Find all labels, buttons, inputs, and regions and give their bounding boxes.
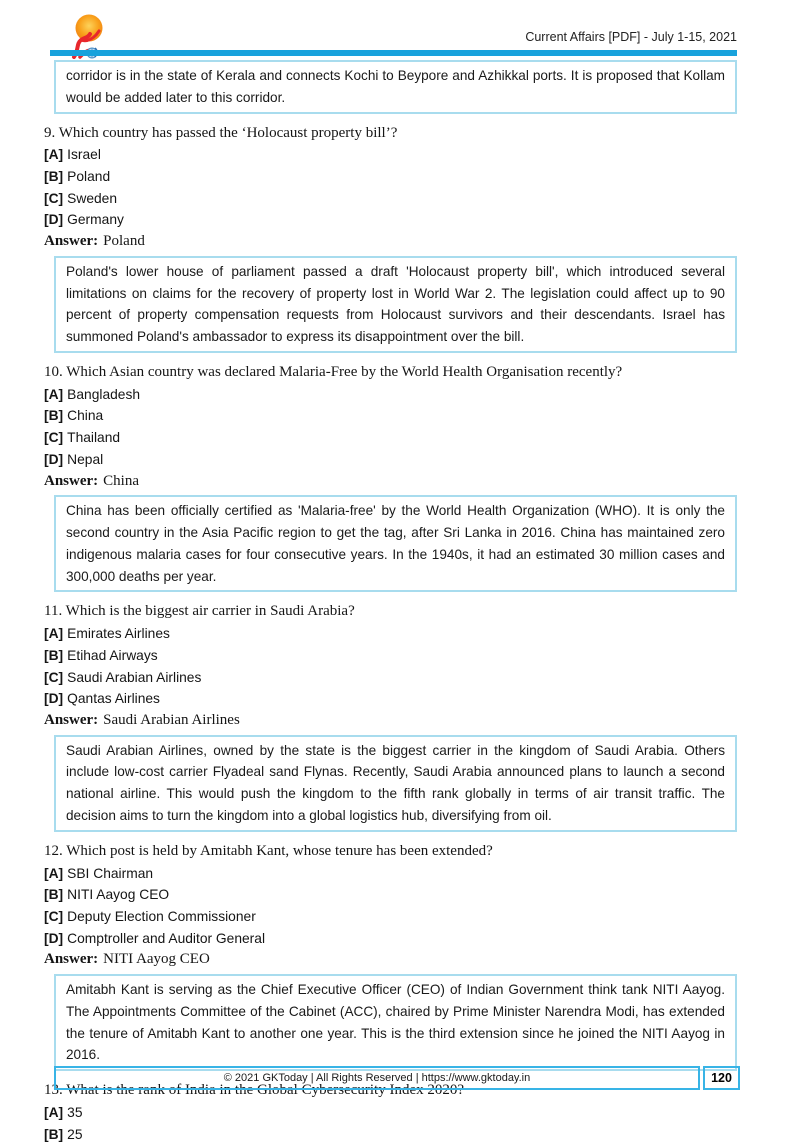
option-label: [D] xyxy=(44,212,64,228)
option-text: Etihad Airways xyxy=(67,647,158,663)
question-text: 9. Which country has passed the ‘Holocaust property bill’? xyxy=(44,124,398,141)
option-label: [B] xyxy=(44,647,64,663)
answer-line xyxy=(44,471,737,493)
answer-label: Answer: xyxy=(44,472,99,489)
option-d xyxy=(44,449,737,471)
explanation-text: Amitabh Kant is serving as the Chief Executive Officer (CEO) of Indian Government think tank NITI Aayog. The Appointments Committee of the Cabinet (ACC), chaired by Prime Minister Narendra Modi, has extended the tenure of Amitabh Kant to another one year. This is the third extension since he joined the NITI Aayog in 2016. xyxy=(66,982,725,1063)
option-label: [B] xyxy=(44,408,64,424)
option-label: [C] xyxy=(44,430,64,446)
answer-value: Poland xyxy=(103,233,145,250)
option-b xyxy=(44,884,737,906)
option-c xyxy=(44,667,737,689)
document-title: Current Affairs [PDF] - July 1-15, 2021 xyxy=(525,30,737,44)
copyright-text: © 2021 GKToday | All Rights Reserved | https://www.gktoday.in xyxy=(223,1072,531,1084)
option-text: Deputy Election Commissioner xyxy=(67,908,256,924)
option-b xyxy=(44,405,737,427)
header-rule xyxy=(50,50,737,56)
option-label: [A] xyxy=(44,147,64,163)
option-a xyxy=(44,623,737,645)
option-c xyxy=(44,427,737,449)
option-text: Saudi Arabian Airlines xyxy=(67,669,202,685)
option-d xyxy=(44,688,737,710)
option-text: Bangladesh xyxy=(67,386,141,402)
answer-line xyxy=(44,710,737,732)
option-a xyxy=(44,144,737,166)
question-9 xyxy=(44,123,737,253)
option-label: [D] xyxy=(44,691,64,707)
copyright-bar xyxy=(54,1066,700,1090)
option-a xyxy=(44,863,737,885)
option-label: [D] xyxy=(44,451,64,467)
option-text: Comptroller and Auditor General xyxy=(67,930,266,946)
option-label: [C] xyxy=(44,190,64,206)
option-b xyxy=(44,645,737,667)
answer-line xyxy=(44,949,737,971)
explanation-text: Poland's lower house of parliament passed a draft 'Holocaust property bill', which introduced several limitations on claims for the recovery of property lost in World War 2. The legislation could affect up to 90 percent of property compensation requests from Holocaust survivors and their descendants. Israel has summoned Poland's ambassador to express its disappointment over the bill. xyxy=(66,263,725,345)
question-12 xyxy=(44,841,737,971)
option-c xyxy=(44,906,737,928)
page-number-badge xyxy=(703,1066,740,1090)
option-label: [A] xyxy=(44,386,64,402)
answer-value: China xyxy=(103,472,139,489)
option-b xyxy=(44,166,737,188)
question-text: 11. Which is the biggest air carrier in Saudi Arabia? xyxy=(44,603,355,620)
question-text: 12. Which post is held by Amitabh Kant, whose tenure has been extended? xyxy=(44,842,493,859)
page-footer xyxy=(54,1066,740,1090)
option-d xyxy=(44,209,737,231)
option-b xyxy=(44,1124,737,1145)
option-text: Germany xyxy=(67,212,124,228)
option-label: [B] xyxy=(44,887,64,903)
explanation-box-10 xyxy=(54,495,737,592)
question-10 xyxy=(44,362,737,492)
page-header xyxy=(0,0,794,50)
option-text: Qantas Airlines xyxy=(67,691,160,707)
option-label: [C] xyxy=(44,669,64,685)
explanation-box-12 xyxy=(54,974,737,1071)
option-text: 35 xyxy=(67,1104,83,1120)
explanation-box-11 xyxy=(54,735,737,832)
option-text: Emirates Airlines xyxy=(67,626,170,642)
option-d xyxy=(44,928,737,950)
explanation-text: China has been officially certified as 'Malaria-free' by the World Health Organization (WHO). It is only the second country in the Asia Pacific region to get the tag, after Sri Lanka in 2016. China has maintained zero indigenous malaria cases for four consecutive years. In the 1940s, it had an estimated 30 million cases and 300,000 deaths per year. xyxy=(66,503,725,584)
answer-label: Answer: xyxy=(44,711,99,728)
option-text: China xyxy=(67,408,104,424)
answer-label: Answer: xyxy=(44,951,99,968)
option-label: [C] xyxy=(44,908,64,924)
option-label: [A] xyxy=(44,626,64,642)
option-label: [A] xyxy=(44,1104,64,1120)
option-label: [B] xyxy=(44,1126,64,1142)
option-label: [A] xyxy=(44,865,64,881)
option-text: Nepal xyxy=(67,451,104,467)
answer-line xyxy=(44,231,737,253)
option-label: [D] xyxy=(44,930,64,946)
option-text: Poland xyxy=(67,169,111,184)
answer-label: Answer: xyxy=(44,233,99,250)
explanation-box-9 xyxy=(54,256,737,353)
option-text: 25 xyxy=(67,1126,83,1142)
option-a xyxy=(44,384,737,406)
option-text: SBI Chairman xyxy=(67,865,154,881)
answer-value: Saudi Arabian Airlines xyxy=(103,711,240,728)
question-11 xyxy=(44,601,737,731)
option-text: Sweden xyxy=(67,190,118,206)
question-text: 13. What is the rank of India in the Global Cybersecurity Index 2020? xyxy=(44,1082,465,1099)
explanation-text: Saudi Arabian Airlines, owned by the state is the biggest carrier in the kingdom of Saudi Arabia. Others include low-cost carrier Flyadeal sand Flynas. Recently, Saudi Arabia announced plans to launch a second national airline. This would push the kingdom to the fifth rank globally in terms of air transit traffic. The decision aims to turn the kingdom into a global logistics hub, diversifying from oil. xyxy=(66,742,725,824)
answer-value: NITI Aayog CEO xyxy=(103,951,210,968)
option-a xyxy=(44,1102,737,1124)
question-text: 10. Which Asian country was declared Malaria-Free by the World Health Organisation recently? xyxy=(44,364,623,380)
option-text: NITI Aayog CEO xyxy=(67,887,170,903)
option-text: Thailand xyxy=(67,430,121,446)
page-number: 120 xyxy=(711,1071,732,1085)
option-label: [B] xyxy=(44,169,64,184)
option-text: Israel xyxy=(67,147,101,163)
option-c xyxy=(44,188,737,210)
continuation-note-box xyxy=(54,60,737,114)
continuation-note-text: corridor is in the state of Kerala and connects Kochi to Beypore and Azhikkal ports. It is proposed that Kollam would be added later to this corridor. xyxy=(66,68,725,105)
